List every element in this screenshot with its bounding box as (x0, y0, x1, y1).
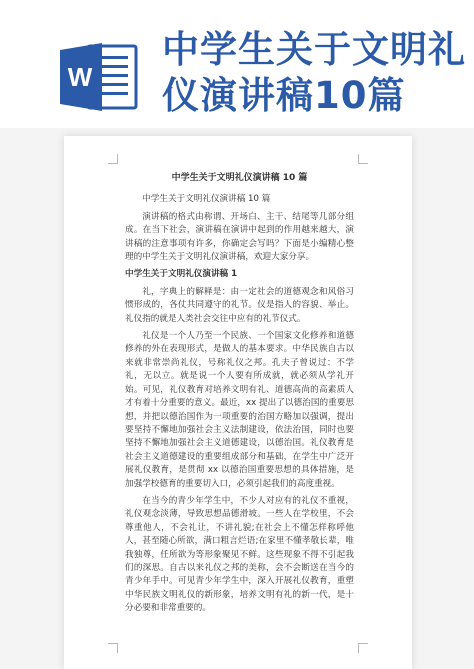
section-heading: 中学生关于文明礼仪演讲稿 1 (125, 269, 238, 280)
document-page (64, 136, 412, 669)
logo-letter: W (67, 62, 93, 92)
word-document-icon (58, 40, 140, 114)
margin-corner-mark (358, 154, 368, 164)
body-paragraph: 礼，字典上的解释是：由一定社会的道德观念和风俗习惯形成的，各仗共同遵守的礼节。仪是指人的容貌、举止。礼仪指的就是人类社会交往中应有的礼节仪式。 (125, 286, 354, 324)
margin-corner-mark (108, 643, 118, 653)
margin-corner-mark (358, 643, 368, 653)
intro-paragraph: 演讲稿的格式由称谓、开场白、主干、结尾等几部分组成。在当下社会，演讲稿在演讲中起到的作用越来越大，演讲稿的注意事项有许多，你确定会写吗？下面是小编精心整理的中学生关于文明礼仪演讲稿，欢迎大家分享。 (125, 211, 354, 263)
banner-title-line-2: 仪演讲稿10篇 (162, 74, 406, 117)
document-subtitle: 中学生关于文明礼仪演讲稿 10 篇 (142, 194, 271, 205)
body-paragraph: 在当今的青少年学生中，不少人对应有的礼仪不重视，礼仪观念淡薄，导致思想品德滑坡。一些人在学校里，不会尊重他人，不会礼让，不讲礼貌;在社会上不懂怎样称呼他人，甚至随心所欲，满口粗言烂语;在家里不懂孝敬长辈，唯我独尊，任所欲为等形象聚见不鲜。这些现象不得不引起我们的深思。自古以来礼仪之邦的美称，会不会断送在当今的青少年手中。可见青少年学生中，深入开展礼仪教育，重塑中华民族文明礼仪的新形象，培养文明有礼的新一代，是十分必要和非常重要的。 (125, 495, 354, 614)
banner-title (162, 27, 466, 119)
banner (0, 0, 474, 128)
banner-title-line-1: 中学生关于文明礼 (162, 28, 466, 71)
document-title: 中学生关于文明礼仪演讲稿 10 篇 (171, 173, 308, 183)
document-content (125, 172, 354, 620)
body-paragraph: 礼仪是一个人乃至一个民族、一个国家文化修养和道德修养的外在表现形式，是做人的基本要求。中华民族自古以来就非常崇尚礼仪，号称礼仪之邦。孔夫子曾说过：不学礼，无以立。就是说一个人要有所成就，就必须从学礼开始。可见，礼仪教育对培养文明有礼、道德高尚的高素质人才有着十分重要的意义。最近，xx 提出了以德治国的重要思想，并把以德治国作为一项重要的治国方略加以强调，提出要坚持不懈地加强社会主义法制建设，依法治国，同时也要坚持不懈地加强社会主义道德建设，以德治国。礼仪教育是社会主义道德建设的重要组成部分和基础，在学生中广泛开展礼仪教育，是贯彻 xx 以德治国重要思想的具体措施，是加强学校德育的重要切入口，必须引起我们的高度重视。 (125, 331, 354, 489)
document-preview-area (0, 128, 474, 669)
margin-corner-mark (108, 154, 118, 164)
